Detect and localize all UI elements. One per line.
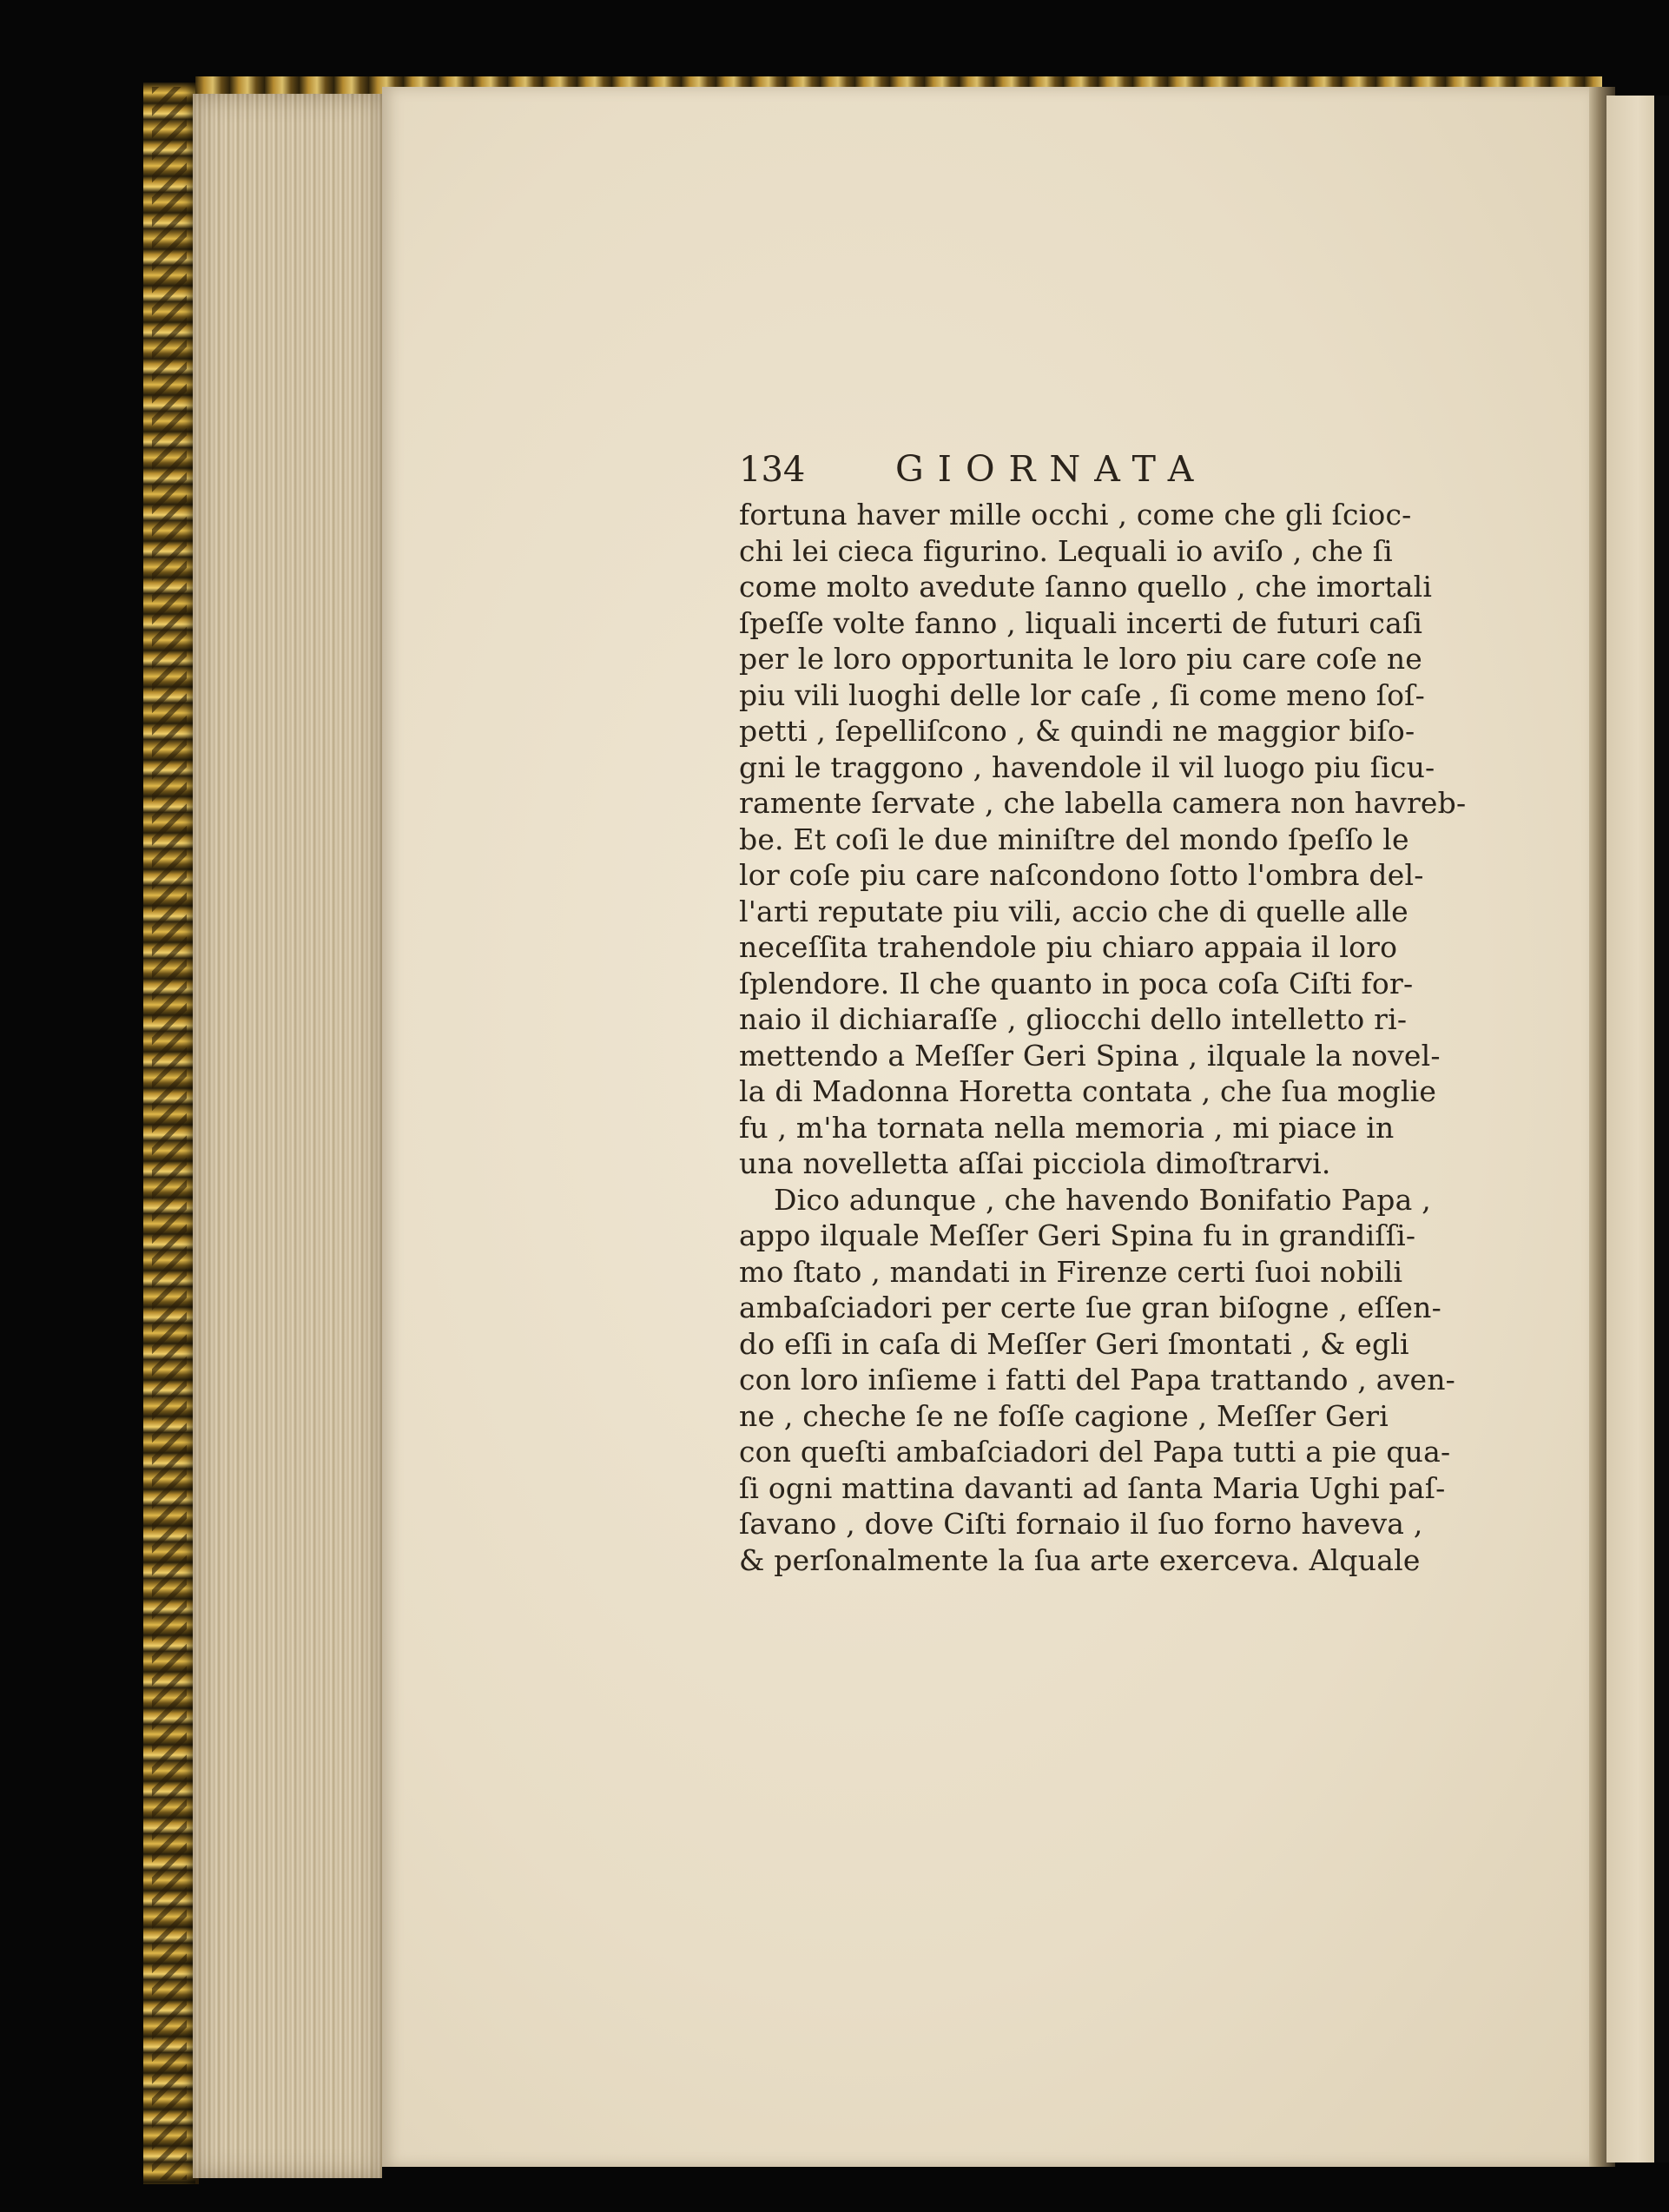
text-line: fu , m'ha tornata nella memoria , mi piace in [739,1110,1395,1145]
text-line: ſplendore. Il che quanto in poca coſa Ciſti for- [739,966,1414,1000]
text-line: come molto avedute ſanno quello , che imortali [739,570,1433,604]
text-line: do eſſi in caſa di Meſſer Geri ſmontati , & egli [739,1326,1409,1361]
text-line: appo ilquale Meſſer Geri Spina fu in grandiſſi- [739,1218,1416,1252]
text-line: mo ſtato , mandati in Firenze certi ſuoi nobili [739,1254,1403,1289]
text-line: con loro inſieme i fatti del Papa trattando , aven- [739,1363,1456,1397]
text-line: ambaſciadori per certe ſue gran biſogne , eſſen- [739,1291,1441,1324]
spine-ornament [152,87,187,2180]
running-head: GIORNATA [895,448,1208,490]
text-line: per le loro opportunita le loro piu care coſe ne [739,642,1423,676]
page-stack-edges [193,94,382,2178]
text-line: petti , ſepelliſcono , & quindi ne maggior biſo- [739,714,1415,748]
page-number: 134 [739,450,806,490]
body-text [739,497,1467,1578]
text-line: ſi ogni mattina davanti ad ſanta Maria Ughi paſ- [739,1470,1446,1505]
text-line: ramente ſervate , che labella camera non havreb- [739,786,1467,820]
text-line: be. Et coſi le due miniſtre del mondo ſpeſſo le [739,822,1409,856]
text-block [739,443,1467,1578]
text-line: lor coſe piu care naſcondono ſotto l'ombra del- [739,858,1424,892]
text-line: & perſonalmente la ſua arte exerceva. Alquale [739,1542,1421,1577]
text-line: fortuna haver mille occhi , come che gli ſcioc- [739,498,1412,532]
text-line: neceſſita trahendole piu chiaro appaia il loro [739,930,1398,964]
text-line: gni le traggono , havendole il vil luogo piu ſicu- [739,749,1435,784]
text-line: con queſti ambaſciadori del Papa tutti a pie qua- [739,1435,1451,1469]
text-line: naio il dichiaraſſe , gliocchi dello intelletto ri- [739,1002,1408,1036]
text-line: ſavano , dove Ciſti fornaio il ſuo forno haveva , [739,1507,1423,1541]
page-header [739,443,1387,497]
background-edge [1654,96,1669,2162]
text-line: piu vili luoghi delle lor caſe , ſi come meno ſoſ- [739,677,1425,712]
text-line: la di Madonna Horetta contata , che ſua moglie [739,1074,1437,1108]
text-line: ſpeſſe volte fanno , liquali incerti de futuri caſi [739,605,1423,640]
text-line: ne , cheche ſe ne foſſe cagione , Meſſer Geri [739,1398,1389,1433]
text-line: chi lei cieca figurino. Lequali io aviſo , che ſi [739,533,1393,568]
paragraph-end-line: una novelletta aſſai picciola dimoſtrarvi. [739,1146,1331,1180]
text-line: mettendo a Meſſer Geri Spina , ilquale la novel- [739,1038,1441,1073]
text-line: l'arti reputate piu vili, accio che di quelle alle [739,894,1408,928]
paragraph-start-line: Dico adunque , che havendo Bonifatio Papa , [774,1182,1431,1217]
